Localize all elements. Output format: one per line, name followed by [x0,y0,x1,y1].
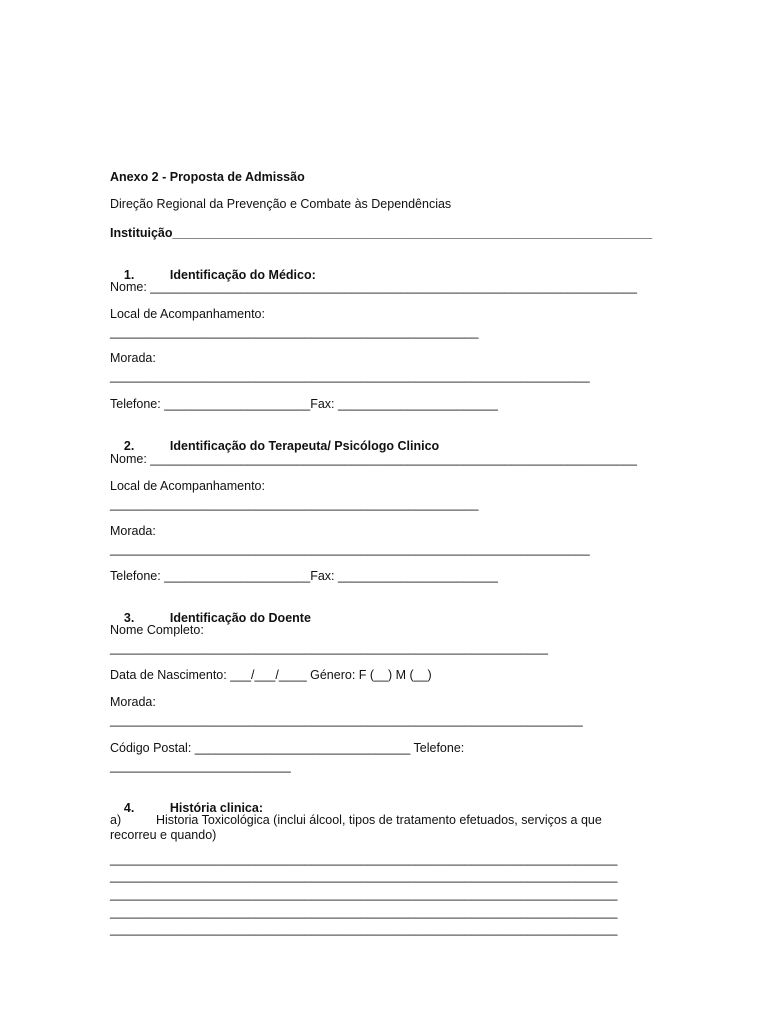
page-title: Anexo 2 - Proposta de Admissão [110,170,305,184]
terapeuta-nome-field[interactable]: Nome: ______________________________________________________________________ [110,452,637,466]
answer-line[interactable]: _________________________________________________________________________ [110,905,618,919]
historia-item-a [110,813,630,843]
medico-morada-label: Morada: [110,351,156,365]
terapeuta-telefone-fax-field[interactable]: Telefone: _____________________Fax: _______________________ [110,569,498,583]
answer-line[interactable]: _________________________________________________________________________ [110,922,618,936]
section-4-title: História clinica: [169,801,263,815]
answer-line[interactable]: _________________________________________________________________________ [110,887,618,901]
section-4-number: 4. [123,801,135,815]
doente-nome-label: Nome Completo: [110,623,204,637]
medico-local-field[interactable]: _____________________________________________________ [110,325,479,339]
section-3-number: 3. [123,611,135,625]
terapeuta-morada-field[interactable]: _____________________________________________________________________ [110,542,590,556]
historia-item-a-text: Historia Toxicológica (inclui álcool, tipos de tratamento efetuados, serviços a que recorreu e quando) [110,813,602,842]
doente-nome-field[interactable]: _______________________________________________________________ [110,641,548,655]
doente-telefone-field[interactable]: __________________________ [110,759,291,773]
medico-morada-field[interactable]: _____________________________________________________________________ [110,369,590,383]
doente-codigo-postal-telefone-field[interactable]: Código Postal: _______________________________ Telefone: [110,741,465,755]
section-2-title: Identificação do Terapeuta/ Psicólogo Clinico [169,439,440,453]
doente-morada-field[interactable]: ____________________________________________________________________ [110,713,583,727]
instituicao-field[interactable]: Instituição_____________________________________________________________________ [110,226,653,240]
answer-line[interactable]: _________________________________________________________________________ [110,852,618,866]
terapeuta-local-field[interactable]: _____________________________________________________ [110,497,479,511]
section-1-title: Identificação do Médico: [169,268,316,282]
terapeuta-morada-label: Morada: [110,524,156,538]
section-1-number: 1. [123,268,135,282]
medico-nome-field[interactable]: Nome: ______________________________________________________________________ [110,280,637,294]
terapeuta-local-label: Local de Acompanhamento: [110,479,265,493]
section-3-title: Identificação do Doente [169,611,311,625]
page-subtitle: Direção Regional da Prevenção e Combate às Dependências [110,197,452,211]
answer-line[interactable]: _________________________________________________________________________ [110,869,618,883]
doente-nascimento-genero-field[interactable]: Data de Nascimento: ___/___/____ Género: F (__) M (__) [110,668,432,682]
historia-item-a-letter: a) [110,813,122,827]
medico-local-label: Local de Acompanhamento: [110,307,265,321]
doente-morada-label: Morada: [110,695,156,709]
medico-telefone-fax-field[interactable]: Telefone: _____________________Fax: _______________________ [110,397,498,411]
section-2-number: 2. [123,439,135,453]
